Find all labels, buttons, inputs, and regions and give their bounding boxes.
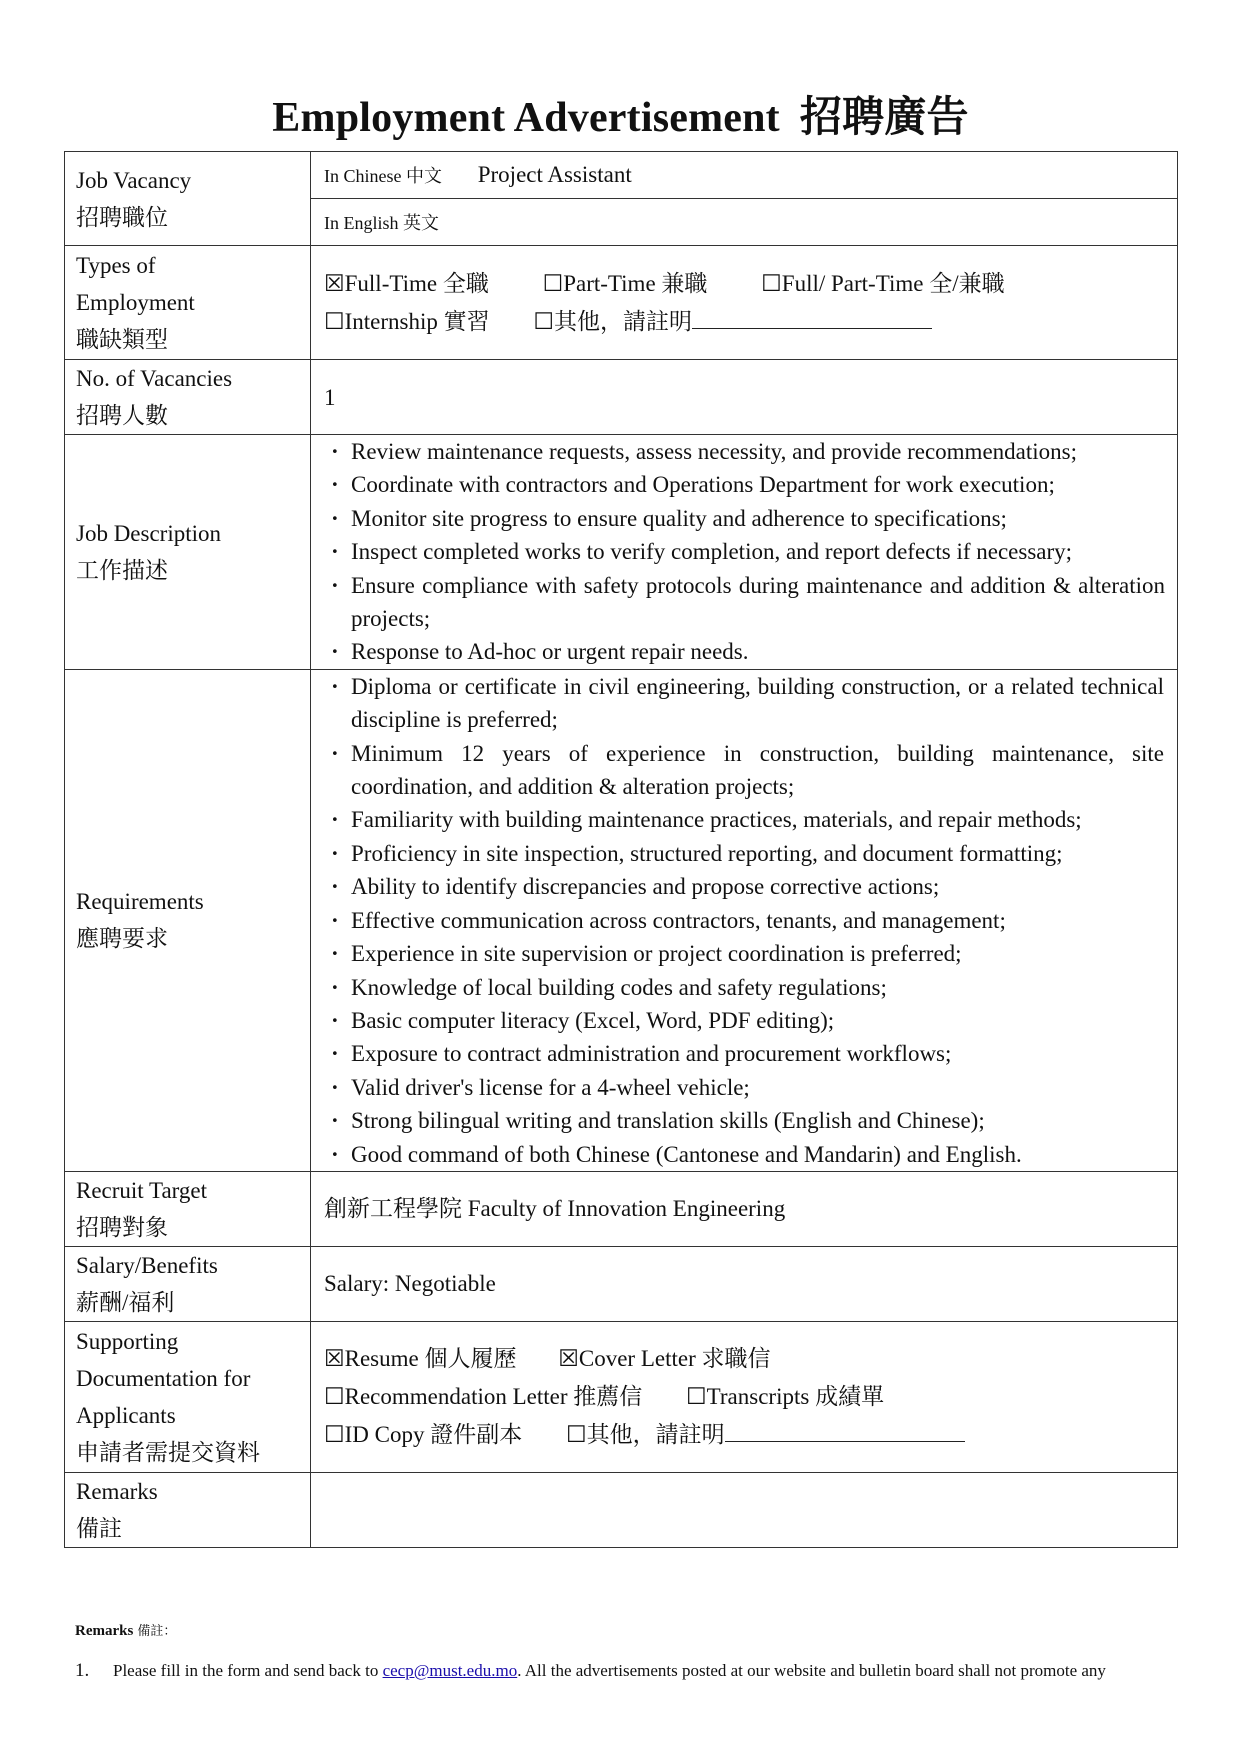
option-label: Transcripts 成績單 — [706, 1383, 885, 1409]
list-item: · Effective communication across contractors, tenants, and management; — [324, 904, 1164, 937]
checkbox-icon[interactable]: ☐ — [324, 1421, 345, 1447]
checkbox-icon[interactable]: ☐ — [324, 1383, 345, 1409]
option-transcripts[interactable] — [686, 1378, 884, 1416]
checkbox-icon[interactable]: ☐ — [542, 270, 564, 296]
page-title — [0, 84, 1241, 144]
job-vacancy-row — [65, 152, 1178, 199]
remarks-row — [65, 1472, 1178, 1547]
list-item: · Good command of both Chinese (Cantonese and Mandarin) and English. — [324, 1138, 1164, 1171]
job-title-chinese: Project Assistant — [477, 161, 632, 187]
title-chinese: 招聘廣告 — [799, 95, 969, 141]
job-description-content — [311, 435, 1178, 670]
option-full-time[interactable] — [324, 265, 489, 303]
list-item: · Response to Ad-hoc or urgent repair needs. — [324, 635, 1165, 668]
list-item: · Diploma or certificate in civil engineering, building construction, or a related technical discipline is preferred; — [324, 670, 1164, 737]
note-text-before: Please fill in the form and send back to — [113, 1661, 379, 1680]
list-item: · Knowledge of local building codes and safety regulations; — [324, 971, 1164, 1004]
employment-type-label-cn: 職缺類型 — [76, 327, 168, 352]
salary-row — [65, 1246, 1178, 1321]
option-other-docs[interactable] — [566, 1422, 965, 1447]
recruit-target-value[interactable]: 創新工程學院 Faculty of Innovation Engineering — [311, 1171, 1178, 1246]
option-resume[interactable] — [324, 1340, 516, 1378]
job-description-list — [324, 435, 1165, 669]
requirements-label — [65, 669, 311, 1171]
job-description-label — [65, 435, 311, 670]
remarks-label — [65, 1472, 311, 1547]
remarks-label-en: Remarks — [76, 1478, 158, 1504]
footer-note-1 — [75, 1660, 1106, 1682]
option-internship[interactable] — [324, 303, 490, 341]
other-docs-specify-field[interactable] — [725, 1419, 965, 1442]
checkbox-checked-icon[interactable]: ☒ — [324, 1345, 345, 1371]
option-label: Resume 個人履歷 — [344, 1345, 517, 1371]
recruit-target-label-cn: 招聘對象 — [76, 1214, 168, 1240]
requirements-label-en: Requirements — [76, 889, 204, 915]
documents-row — [65, 1321, 1178, 1472]
option-label: Cover Letter 求職信 — [578, 1345, 771, 1371]
recruit-target-label-en: Recruit Target — [76, 1177, 208, 1203]
employment-type-options — [311, 246, 1178, 360]
checkbox-icon[interactable]: ☐ — [761, 270, 782, 296]
title-english: Employment Advertisement — [272, 95, 780, 141]
list-item: · Proficiency in site inspection, structured reporting, and document formatting; — [324, 837, 1164, 870]
checkbox-checked-icon[interactable]: ☒ — [558, 1345, 579, 1371]
list-item: · Experience in site supervision or project coordination is preferred; — [324, 937, 1164, 970]
job-vacancy-english-field[interactable] — [311, 199, 1178, 246]
option-label: Internship 實習 — [344, 308, 490, 334]
checkbox-icon[interactable]: ☐ — [324, 308, 345, 334]
documents-label-en1: Supporting — [76, 1328, 179, 1354]
footer-heading-en: Remarks — [75, 1623, 134, 1639]
checkbox-icon[interactable]: ☐ — [566, 1421, 587, 1447]
list-item: · Valid driver's license for a 4-wheel vehicle; — [324, 1071, 1164, 1104]
option-part-time[interactable] — [543, 265, 708, 303]
job-description-label-cn: 工作描述 — [76, 557, 168, 583]
vacancies-value[interactable]: 1 — [311, 360, 1178, 435]
vacancies-label-cn: 招聘人數 — [76, 403, 168, 428]
requirements-label-cn: 應聘要求 — [76, 926, 168, 952]
documents-label — [65, 1321, 311, 1472]
documents-label-en3: Applicants — [76, 1402, 176, 1428]
job-vacancy-label — [65, 152, 311, 246]
option-label: 其他，請註明 — [586, 1421, 725, 1447]
employment-form-table — [64, 151, 1178, 1548]
option-recommendation-letter[interactable] — [324, 1378, 642, 1416]
job-vacancy-chinese-field[interactable] — [311, 152, 1178, 199]
employment-type-label-en1: Types of — [76, 253, 156, 278]
checkbox-icon[interactable]: ☐ — [533, 308, 555, 334]
job-description-row — [65, 435, 1178, 670]
requirements-list — [324, 670, 1164, 1171]
footer-remarks-heading — [75, 1620, 176, 1640]
remarks-field[interactable] — [311, 1472, 1178, 1547]
salary-label — [65, 1246, 311, 1321]
option-cover-letter[interactable] — [558, 1340, 770, 1378]
footer-heading-cn: 備註： — [137, 1623, 177, 1638]
option-label: Full-Time 全職 — [344, 270, 489, 296]
job-description-label-en: Job Description — [76, 520, 222, 546]
salary-value[interactable]: Salary: Negotiable — [311, 1246, 1178, 1321]
list-item: · Monitor site progress to ensure quality and adherence to specifications; — [324, 502, 1165, 535]
list-item: · Ensure compliance with safety protocols during maintenance and addition & alteration projects; — [324, 569, 1165, 636]
vacancies-label — [65, 360, 311, 435]
list-item: · Coordinate with contractors and Operations Department for work execution; — [324, 468, 1165, 501]
job-vacancy-label-cn: 招聘職位 — [76, 204, 168, 230]
remarks-label-cn: 備註 — [76, 1515, 122, 1541]
list-item: · Inspect completed works to verify completion, and report defects if necessary; — [324, 535, 1165, 568]
list-item: · Minimum 12 years of experience in construction, building maintenance, site coordination, and addition & alteration projects; — [324, 737, 1164, 804]
vacancies-row — [65, 360, 1178, 435]
note-text-after: . All the advertisements posted at our website and bulletin board shall not promote any — [517, 1661, 1106, 1680]
job-vacancy-label-en: Job Vacancy — [76, 167, 192, 193]
contact-email-link[interactable]: cecp@must.edu.mo — [382, 1661, 518, 1680]
requirements-content — [311, 669, 1178, 1171]
list-item: · Basic computer literacy (Excel, Word, PDF editing); — [324, 1004, 1164, 1037]
other-specify-field[interactable] — [692, 306, 932, 329]
note-number: 1. — [75, 1660, 90, 1681]
employment-type-label — [65, 246, 311, 360]
list-item: · Strong bilingual writing and translation skills (English and Chinese); — [324, 1104, 1164, 1137]
in-chinese-label: In Chinese 中文 — [324, 165, 442, 186]
option-other[interactable] — [533, 309, 932, 334]
employment-type-row — [65, 246, 1178, 360]
list-item: · Ability to identify discrepancies and propose corrective actions; — [324, 870, 1164, 903]
vacancies-label-en: No. of Vacancies — [76, 366, 233, 391]
recruit-target-row — [65, 1171, 1178, 1246]
salary-label-en: Salary/Benefits — [76, 1252, 218, 1278]
in-english-label: In English 英文 — [324, 212, 439, 233]
list-item: · Familiarity with building maintenance practices, materials, and repair methods; — [324, 803, 1164, 836]
option-full-part-time[interactable] — [761, 265, 1004, 303]
option-label: Full/ Part-Time 全/兼職 — [781, 270, 1005, 296]
option-id-copy[interactable] — [324, 1416, 522, 1454]
list-item: · Review maintenance requests, assess necessity, and provide recommendations; — [324, 435, 1165, 468]
option-label: Part-Time 兼職 — [563, 270, 708, 296]
documents-label-en2: Documentation for — [76, 1365, 251, 1391]
option-label: 其他，請註明 — [554, 308, 693, 334]
option-label: Recommendation Letter 推薦信 — [344, 1383, 643, 1409]
checkbox-checked-icon[interactable]: ☒ — [324, 270, 345, 296]
list-item: · Exposure to contract administration and procurement workflows; — [324, 1037, 1164, 1070]
documents-label-cn: 申請者需提交資料 — [76, 1439, 260, 1465]
employment-type-label-en2: Employment — [76, 290, 195, 315]
recruit-target-label — [65, 1171, 311, 1246]
checkbox-icon[interactable]: ☐ — [686, 1383, 707, 1409]
salary-label-cn: 薪酬/福利 — [76, 1289, 175, 1315]
requirements-row — [65, 669, 1178, 1171]
documents-options — [311, 1321, 1178, 1472]
option-label: ID Copy 證件副本 — [344, 1421, 523, 1447]
